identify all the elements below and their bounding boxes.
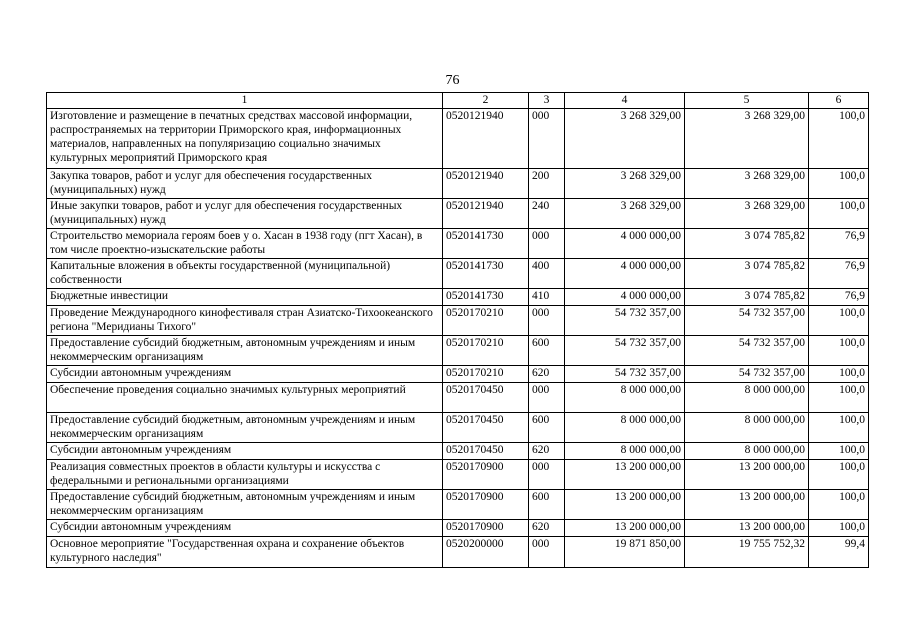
row-target-code: 0520141730 (443, 289, 529, 306)
row-planned-amount: 8 000 000,00 (565, 443, 685, 460)
row-planned-amount: 3 268 329,00 (565, 169, 685, 199)
row-execution-percent: 100,0 (809, 199, 869, 229)
row-description: Изготовление и размещение в печатных средствах массовой информации, распространяемых на территории Приморского края, информационных материалов, направленных на популяризацию социально значимых культурных мероприятий Приморского края (47, 109, 443, 169)
row-expense-type: 600 (529, 490, 565, 520)
row-planned-amount: 8 000 000,00 (565, 383, 685, 413)
column-header-name: 1 (47, 93, 443, 109)
row-description: Субсидии автономным учреждениям (47, 366, 443, 383)
table-row (47, 383, 869, 413)
row-target-code: 0520170210 (443, 366, 529, 383)
row-description: Иные закупки товаров, работ и услуг для обеспечения государственных (муниципальных) нужд (47, 199, 443, 229)
row-target-code: 0520170450 (443, 383, 529, 413)
row-description: Предоставление субсидий бюджетным, автономным учреждениям и иным некоммерческим организациям (47, 413, 443, 443)
row-description: Субсидии автономным учреждениям (47, 443, 443, 460)
column-header-percent: 6 (809, 93, 869, 109)
row-planned-amount: 4 000 000,00 (565, 259, 685, 289)
row-planned-amount: 54 732 357,00 (565, 366, 685, 383)
row-target-code: 0520170210 (443, 306, 529, 336)
row-actual-amount: 3 074 785,82 (685, 259, 809, 289)
row-execution-percent: 100,0 (809, 366, 869, 383)
row-execution-percent: 100,0 (809, 460, 869, 490)
row-planned-amount: 54 732 357,00 (565, 336, 685, 366)
row-expense-type: 000 (529, 306, 565, 336)
table-row (47, 259, 869, 289)
row-actual-amount: 3 268 329,00 (685, 109, 809, 169)
row-actual-amount: 19 755 752,32 (685, 537, 809, 568)
table-row (47, 336, 869, 366)
table-row (47, 460, 869, 490)
row-actual-amount: 54 732 357,00 (685, 336, 809, 366)
row-expense-type: 000 (529, 229, 565, 259)
table-row (47, 443, 869, 460)
column-header-fact: 5 (685, 93, 809, 109)
row-expense-type: 000 (529, 109, 565, 169)
row-planned-amount: 19 871 850,00 (565, 537, 685, 568)
row-description: Обеспечение проведения социально значимых культурных мероприятий (47, 383, 443, 413)
column-header-plan: 4 (565, 93, 685, 109)
table-row (47, 169, 869, 199)
row-expense-type: 620 (529, 443, 565, 460)
row-target-code: 0520121940 (443, 109, 529, 169)
row-planned-amount: 8 000 000,00 (565, 413, 685, 443)
row-actual-amount: 13 200 000,00 (685, 460, 809, 490)
table-row (47, 366, 869, 383)
row-description: Капитальные вложения в объекты государственной (муниципальной) собственности (47, 259, 443, 289)
row-execution-percent: 100,0 (809, 109, 869, 169)
row-expense-type: 600 (529, 336, 565, 366)
row-description: Субсидии автономным учреждениям (47, 520, 443, 537)
table-row (47, 413, 869, 443)
row-execution-percent: 100,0 (809, 520, 869, 537)
row-actual-amount: 13 200 000,00 (685, 490, 809, 520)
row-execution-percent: 100,0 (809, 413, 869, 443)
row-actual-amount: 54 732 357,00 (685, 306, 809, 336)
row-actual-amount: 13 200 000,00 (685, 520, 809, 537)
row-planned-amount: 4 000 000,00 (565, 289, 685, 306)
row-expense-type: 240 (529, 199, 565, 229)
row-planned-amount: 54 732 357,00 (565, 306, 685, 336)
row-description: Основное мероприятие "Государственная охрана и сохранение объектов культурного наследия" (47, 537, 443, 568)
row-target-code: 0520121940 (443, 169, 529, 199)
row-target-code: 0520170900 (443, 460, 529, 490)
row-target-code: 0520170450 (443, 443, 529, 460)
row-planned-amount: 3 268 329,00 (565, 199, 685, 229)
page-number: 76 (445, 73, 460, 88)
table-row (47, 229, 869, 259)
row-actual-amount: 8 000 000,00 (685, 383, 809, 413)
row-execution-percent: 100,0 (809, 490, 869, 520)
row-actual-amount: 3 074 785,82 (685, 229, 809, 259)
row-target-code: 0520170450 (443, 413, 529, 443)
row-planned-amount: 13 200 000,00 (565, 490, 685, 520)
column-header-type: 3 (529, 93, 565, 109)
row-actual-amount: 54 732 357,00 (685, 366, 809, 383)
table-row (47, 520, 869, 537)
row-target-code: 0520170900 (443, 520, 529, 537)
row-expense-type: 620 (529, 520, 565, 537)
row-expense-type: 000 (529, 460, 565, 490)
row-actual-amount: 8 000 000,00 (685, 413, 809, 443)
row-target-code: 0520170900 (443, 490, 529, 520)
row-expense-type: 400 (529, 259, 565, 289)
row-target-code: 0520170210 (443, 336, 529, 366)
row-execution-percent: 76,9 (809, 289, 869, 306)
column-header-code: 2 (443, 93, 529, 109)
row-actual-amount: 3 268 329,00 (685, 169, 809, 199)
row-target-code: 0520200000 (443, 537, 529, 568)
row-execution-percent: 76,9 (809, 259, 869, 289)
row-execution-percent: 100,0 (809, 306, 869, 336)
row-description: Закупка товаров, работ и услуг для обеспечения государственных (муниципальных) нужд (47, 169, 443, 199)
row-expense-type: 600 (529, 413, 565, 443)
table-row (47, 490, 869, 520)
row-actual-amount: 8 000 000,00 (685, 443, 809, 460)
row-planned-amount: 13 200 000,00 (565, 460, 685, 490)
table-row (47, 109, 869, 169)
budget-table (46, 92, 869, 568)
row-expense-type: 000 (529, 383, 565, 413)
column-number-row (47, 93, 869, 109)
row-target-code: 0520141730 (443, 259, 529, 289)
row-actual-amount: 3 074 785,82 (685, 289, 809, 306)
table-row (47, 289, 869, 306)
row-description: Бюджетные инвестиции (47, 289, 443, 306)
row-expense-type: 200 (529, 169, 565, 199)
row-execution-percent: 100,0 (809, 169, 869, 199)
row-execution-percent: 100,0 (809, 336, 869, 366)
row-expense-type: 000 (529, 537, 565, 568)
row-description: Строительство мемориала героям боев у о. Хасан в 1938 году (пгт Хасан), в том числе проектно-изыскательские работы (47, 229, 443, 259)
row-planned-amount: 13 200 000,00 (565, 520, 685, 537)
row-execution-percent: 100,0 (809, 383, 869, 413)
row-execution-percent: 76,9 (809, 229, 869, 259)
row-target-code: 0520141730 (443, 229, 529, 259)
row-description: Реализация совместных проектов в области культуры и искусства с федеральными и региональными организациями (47, 460, 443, 490)
row-description: Предоставление субсидий бюджетным, автономным учреждениям и иным некоммерческим организациям (47, 336, 443, 366)
row-expense-type: 410 (529, 289, 565, 306)
row-description: Предоставление субсидий бюджетным, автономным учреждениям и иным некоммерческим организациям (47, 490, 443, 520)
row-planned-amount: 3 268 329,00 (565, 109, 685, 169)
table-row (47, 306, 869, 336)
row-execution-percent: 100,0 (809, 443, 869, 460)
row-execution-percent: 99,4 (809, 537, 869, 568)
row-actual-amount: 3 268 329,00 (685, 199, 809, 229)
row-target-code: 0520121940 (443, 199, 529, 229)
table-row (47, 199, 869, 229)
row-description: Проведение Международного кинофестиваля стран Азиатско-Тихоокеанского региона "Меридианы Тихого" (47, 306, 443, 336)
row-expense-type: 620 (529, 366, 565, 383)
row-planned-amount: 4 000 000,00 (565, 229, 685, 259)
table-row (47, 537, 869, 568)
